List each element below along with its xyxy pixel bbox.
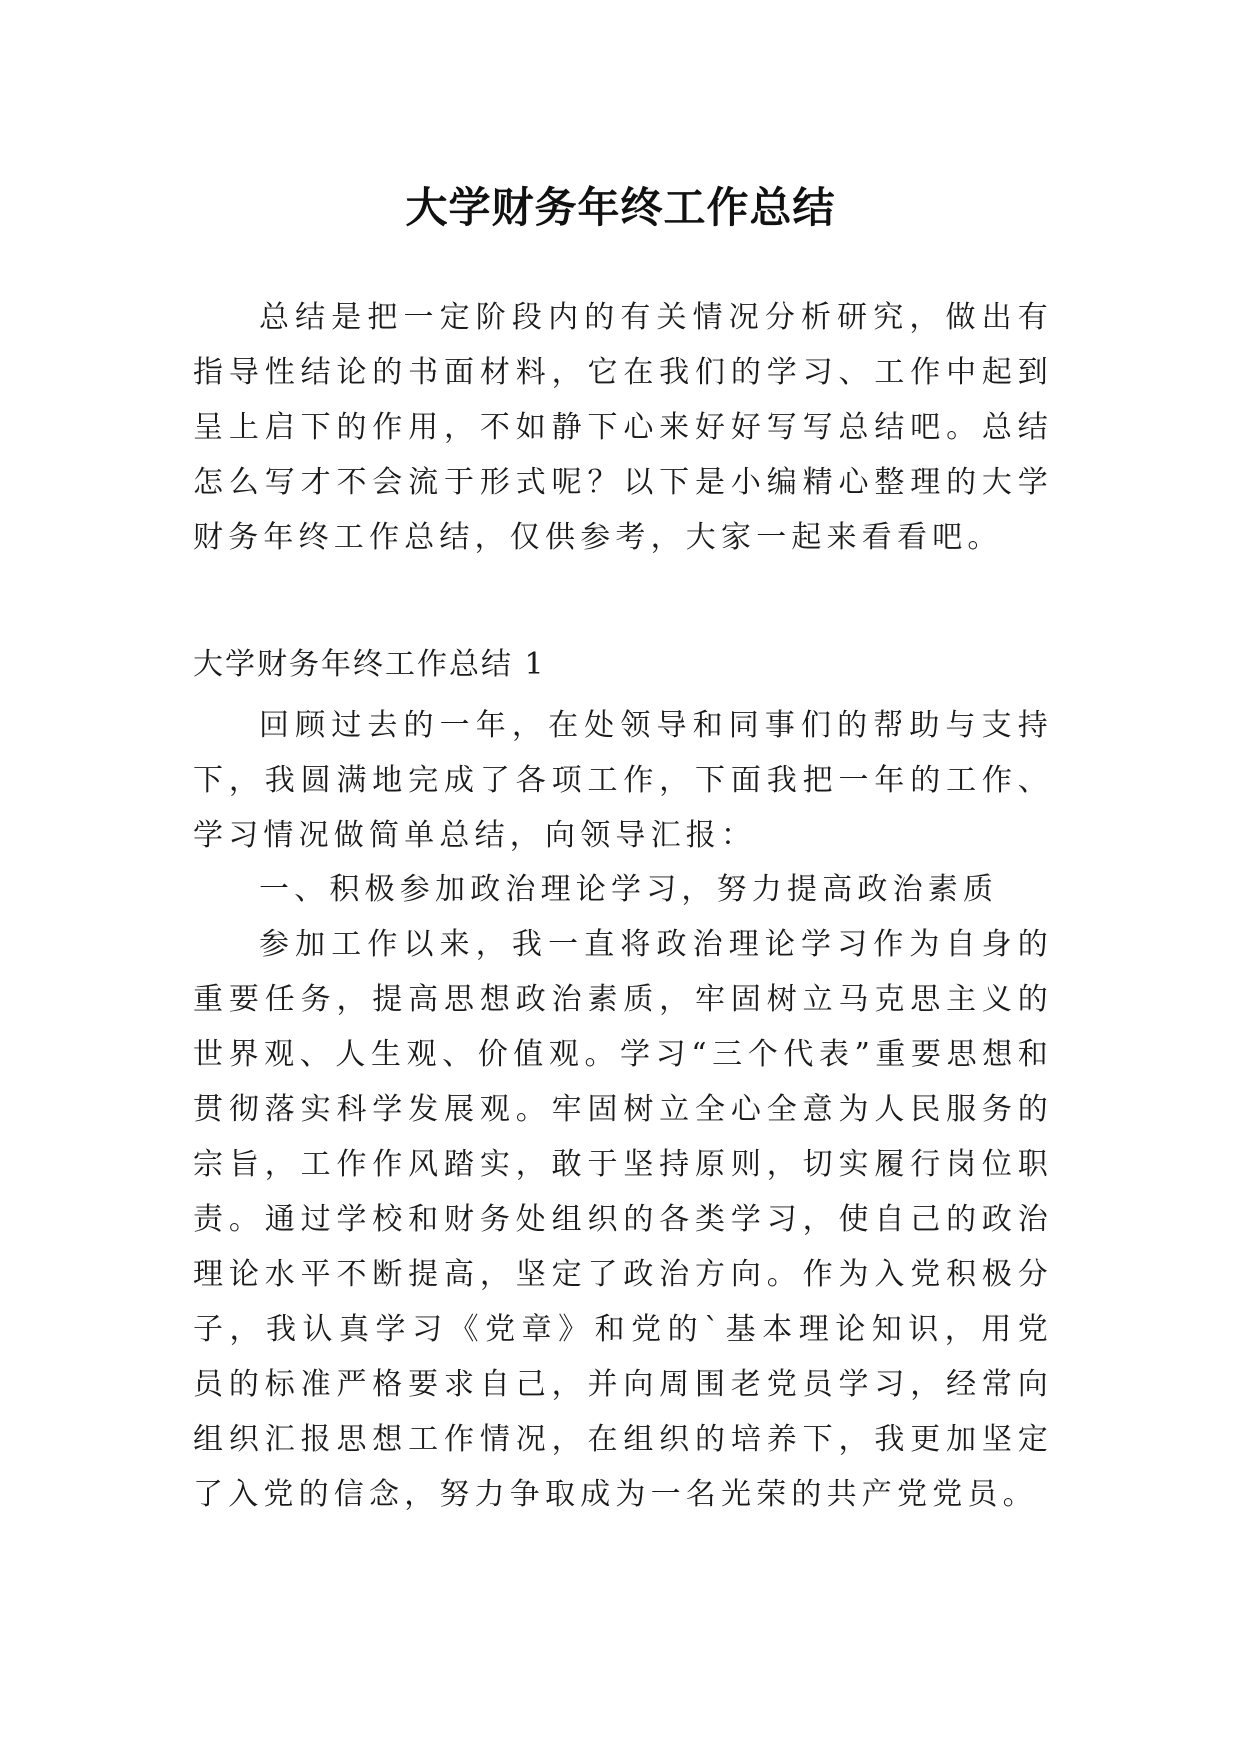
document-title: 大学财务年终工作总结: [405, 183, 836, 233]
subsection-heading: 一、积极参加政治理论学习，努力提高政治素质: [259, 872, 999, 907]
section-heading: 大学财务年终工作总结 1: [193, 647, 546, 682]
body-paragraph: 参加工作以来，我一直将政治理论学习作为自身的重要任务，提高思想政治素质，牢固树立马克思主义的世界观、人生观、价值观。学习“三个代表”重要思想和贯彻落实科学发展观。牢固树立全心全意为人民服务的宗旨，工作作风踏实，敢于坚持原则，切实履行岗位职责。通过学校和财务处组织的各类学习，使自己的政治理论水平不断提高，坚定了政治方向。作为入党积极分子，我认真学习《党章》和党的`基本理论知识，用党员的标准严格要求自己，并向周围老党员学习，经常向组织汇报思想工作情况，在组织的培养下，我更加坚定了入党的信念，努力争取成为一名光荣的共产党党员。: [193, 927, 1053, 1512]
intro-paragraph: 总结是把一定阶段内的有关情况分析研究，做出有指导性结论的书面材料，它在我们的学习、工作中起到呈上启下的作用，不如静下心来好好写写总结吧。总结怎么写才不会流于形式呢？以下是小编精心整理的大学财务年终工作总结，仅供参考，大家一起来看看吧。: [193, 300, 1053, 555]
body-paragraph: 回顾过去的一年，在处领导和同事们的帮助与支持下，我圆满地完成了各项工作，下面我把一年的工作、学习情况做简单总结，向领导汇报：: [193, 708, 1053, 853]
